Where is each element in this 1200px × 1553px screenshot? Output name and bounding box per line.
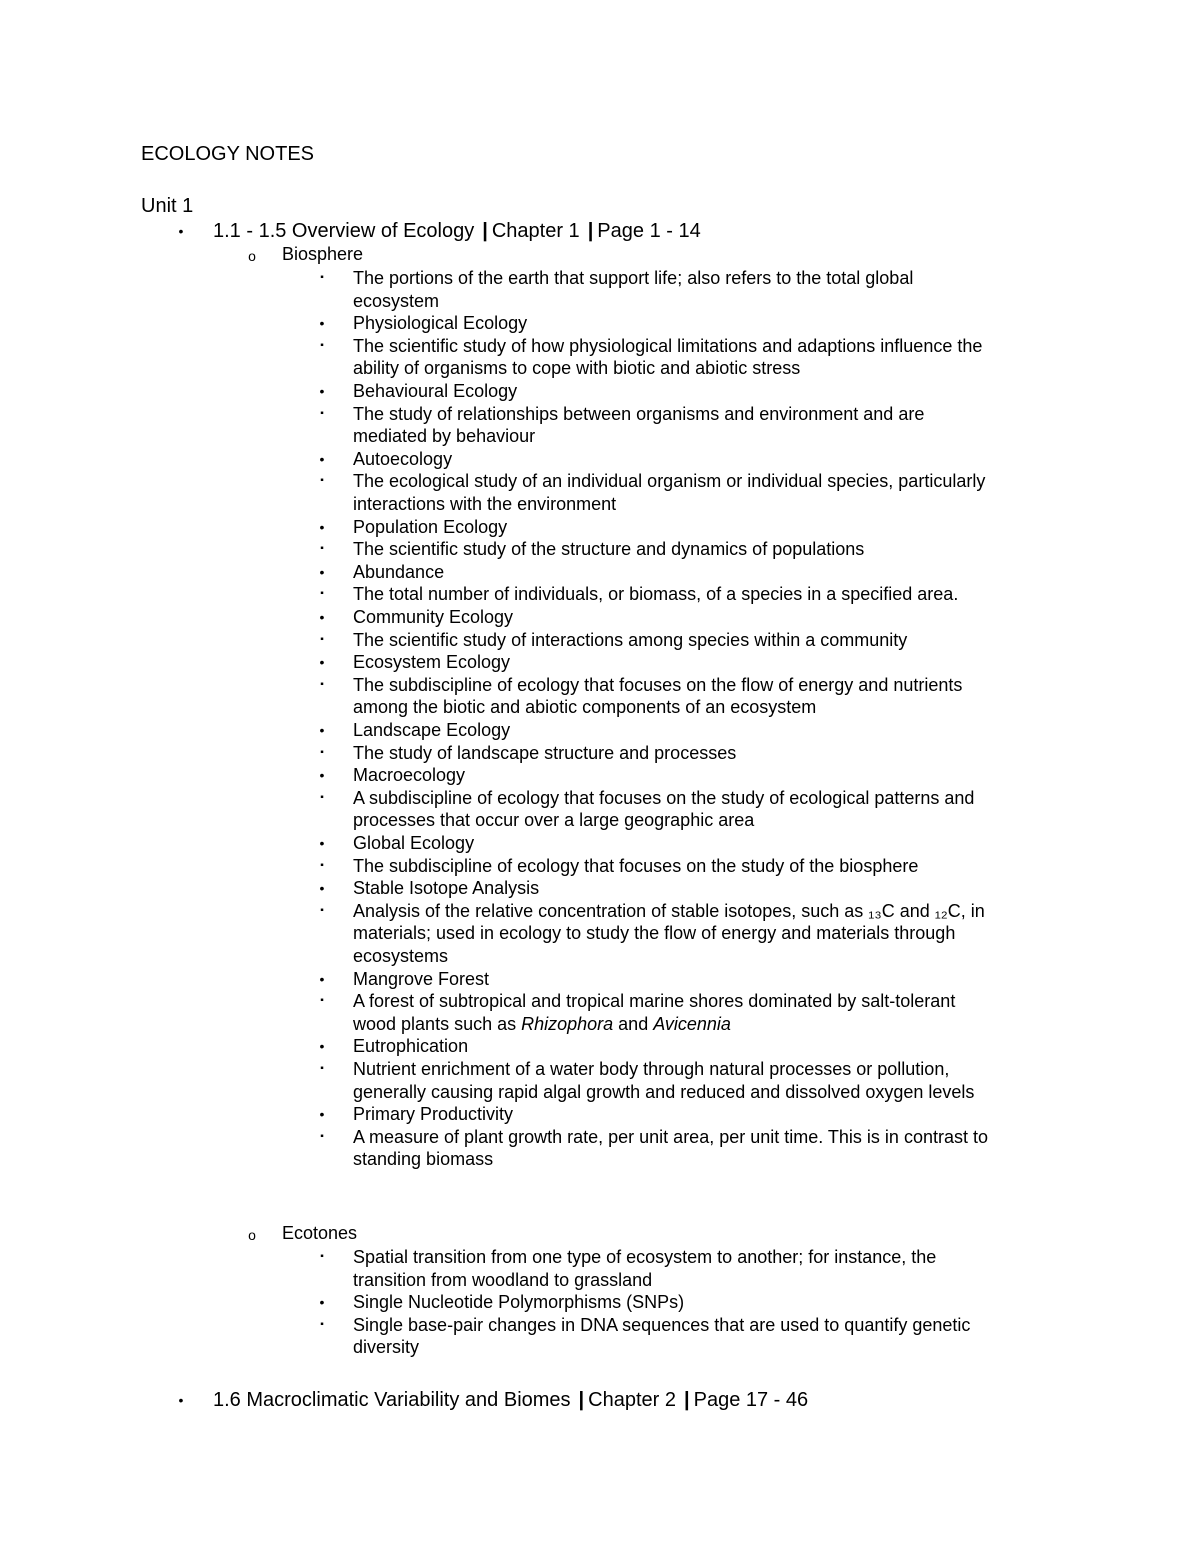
definition-text: Spatial transition from one type of ecosystem to another; for instance, the transition from woodland to grassland xyxy=(353,1247,937,1290)
unit-heading: Unit 1 xyxy=(141,195,194,217)
bullet-icon: • xyxy=(319,654,325,671)
bullet-icon: • xyxy=(319,383,325,399)
square-bullet-icon: ▪ xyxy=(320,791,324,803)
definition-text: The study of landscape structure and processes xyxy=(353,742,737,763)
term-text: Single Nucleotide Polymorphisms (SNPs) xyxy=(353,1292,685,1313)
definition-text: The study of relationships between organisms and environment and are mediated by behaviour xyxy=(353,403,925,447)
term-text: Stable Isotope Analysis xyxy=(353,878,540,899)
bullet-icon: • xyxy=(178,223,184,239)
square-bullet-icon: ▪ xyxy=(320,543,324,555)
bullet-icon: • xyxy=(319,1038,325,1055)
definition-text: The scientific study of interactions among species within a community xyxy=(353,629,908,650)
square-bullet-icon: ▪ xyxy=(320,1318,324,1330)
term-text: Global Ecology xyxy=(353,833,475,853)
square-bullet-icon: ▪ xyxy=(320,475,324,487)
definition-text: A forest of subtropical and tropical marine shores dominated by salt-tolerant wood plants such as Rhizophora and Avicennia xyxy=(353,991,956,1034)
section-title: 1.1 - 1.5 Overview of Ecology xyxy=(213,220,475,242)
square-bullet-icon: ▪ xyxy=(320,995,324,1007)
bullet-icon: • xyxy=(319,518,325,535)
term-text: Community Ecology xyxy=(353,607,514,627)
subsection-label: Ecotones xyxy=(282,1223,358,1243)
term-text: Behavioural Ecology xyxy=(353,381,518,401)
bullet-icon: • xyxy=(319,722,325,738)
definition-text: Nutrient enrichment of a water body through natural processes or pollution, generally causing rapid algal growth and reduced and dissolved oxygen levels xyxy=(353,1059,975,1102)
term-text: Landscape Ecology xyxy=(353,720,511,740)
separator: | xyxy=(482,220,488,242)
square-bullet-icon: ▪ xyxy=(320,746,324,758)
term-text: Eutrophication xyxy=(353,1036,469,1057)
page-range: Page 17 - 46 xyxy=(693,1389,809,1411)
bullet-icon: • xyxy=(319,563,325,580)
square-bullet-icon: ▪ xyxy=(320,633,324,645)
definition-text: The ecological study of an individual organism or individual species, particularly interactions with the environment xyxy=(353,471,986,514)
definition-text: Analysis of the relative concentration of stable isotopes, such as ₁₃C and ₁₂C, in materials; used in ecology to study the flow of energy and materials through ecosystems xyxy=(353,900,985,966)
square-bullet-icon: ▪ xyxy=(320,588,324,600)
definition-text: A measure of plant growth rate, per unit area, per unit time. This is in contrast to standing biomass xyxy=(353,1126,988,1170)
term-text: Abundance xyxy=(353,561,445,582)
bullet-icon: • xyxy=(319,1294,325,1311)
definition-text: The scientific study of the structure and dynamics of populations xyxy=(353,539,865,560)
square-bullet-icon: ▪ xyxy=(320,339,324,351)
definition-text: The subdiscipline of ecology that focuses on the flow of energy and nutrients among the biotic and abiotic components of an ecosystem xyxy=(353,674,963,718)
definition-text: The scientific study of how physiological limitations and adaptions influence the ability of organisms to cope with biotic and abiotic stress xyxy=(353,335,983,379)
subsection-label: Biosphere xyxy=(282,244,364,264)
bullet-icon: • xyxy=(319,450,325,467)
bullet-icon: • xyxy=(319,609,325,625)
square-bullet-icon: ▪ xyxy=(320,272,324,283)
bullet-icon: • xyxy=(319,880,325,897)
document-title: ECOLOGY NOTES xyxy=(141,143,315,165)
square-bullet-icon: ▪ xyxy=(320,1063,324,1074)
bullet-icon: • xyxy=(319,315,325,332)
definition-text: The total number of individuals, or biomass, of a species in a specified area. xyxy=(353,584,959,605)
chapter-label: Chapter 1 xyxy=(491,220,580,242)
square-bullet-icon: ▪ xyxy=(320,678,324,690)
section-title: 1.6 Macroclimatic Variability and Biomes xyxy=(213,1389,571,1411)
definition-text: Single base-pair changes in DNA sequences that are used to quantify genetic diversity xyxy=(353,1314,971,1358)
square-bullet-icon: ▪ xyxy=(320,859,324,871)
separator: | xyxy=(587,220,594,242)
separator: | xyxy=(578,1389,585,1411)
bullet-icon: • xyxy=(319,1106,325,1123)
circle-bullet-icon: o xyxy=(248,1227,256,1243)
square-bullet-icon: ▪ xyxy=(320,407,324,419)
definition-text: The subdiscipline of ecology that focuses on the study of the biosphere xyxy=(353,855,919,876)
definition-text: The portions of the earth that support life; also refers to the total global ecosystem xyxy=(353,268,914,311)
bullet-icon: • xyxy=(178,1392,184,1408)
circle-bullet-icon: o xyxy=(248,248,256,264)
bullet-icon: • xyxy=(319,835,325,851)
term-text: Primary Productivity xyxy=(353,1104,514,1125)
chapter-label: Chapter 2 xyxy=(588,1389,676,1411)
term-text: Population Ecology xyxy=(353,516,508,537)
term-text: Mangrove Forest xyxy=(353,968,490,989)
bullet-icon: • xyxy=(319,970,325,987)
square-bullet-icon: ▪ xyxy=(320,1130,324,1142)
square-bullet-icon: ▪ xyxy=(320,904,324,916)
term-text: Physiological Ecology xyxy=(353,313,528,334)
bullet-icon: • xyxy=(319,767,325,784)
square-bullet-icon: ▪ xyxy=(320,1251,324,1262)
page-range: Page 1 - 14 xyxy=(597,220,701,242)
definition-text: A subdiscipline of ecology that focuses on the study of ecological patterns and processes that occur over a large geographic area xyxy=(353,787,975,831)
term-text: Autoecology xyxy=(353,448,453,469)
term-text: Ecosystem Ecology xyxy=(353,652,511,673)
separator: | xyxy=(684,1389,690,1411)
term-text: Macroecology xyxy=(353,765,466,786)
